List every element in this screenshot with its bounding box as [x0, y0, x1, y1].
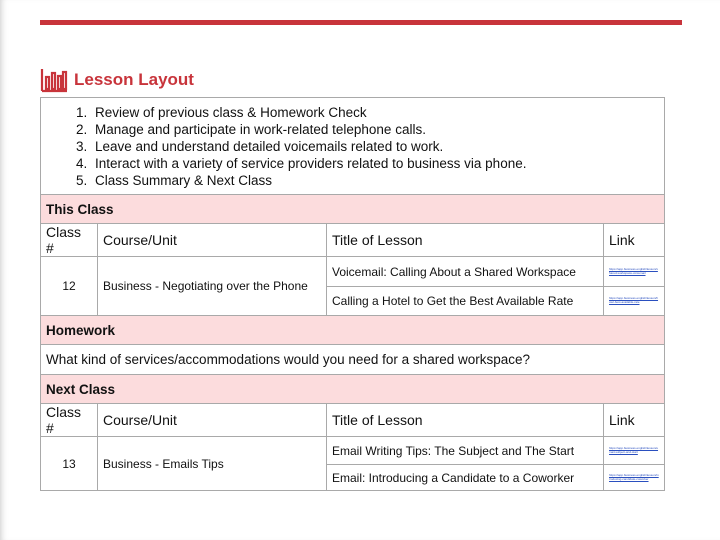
agenda-cell: [41, 98, 665, 195]
agenda-item: 1. Review of previous class & Homework Check: [91, 104, 659, 121]
col-header-title: Title of Lesson: [327, 224, 604, 257]
col-header-course: Course/Unit: [98, 404, 327, 437]
lesson-link[interactable]: https://app.business.english/lesson/email-subject-and-start: [604, 437, 665, 465]
lesson-title: Email: Introducing a Candidate to a Coworker: [327, 465, 604, 491]
class-number: 12: [41, 257, 98, 316]
lesson-table: [40, 97, 665, 491]
lesson-link[interactable]: https://app.business.english/lesson/hotel-best-available-rate: [604, 287, 665, 316]
col-header-class-num: Class #: [41, 224, 98, 257]
next-class-label: Next Class: [41, 375, 665, 404]
agenda-item: 5. Class Summary & Next Class: [91, 172, 659, 189]
course-unit: Business - Negotiating over the Phone: [98, 257, 327, 316]
agenda-item: 3. Leave and understand detailed voicemails related to work.: [91, 138, 659, 155]
lesson-title: Voicemail: Calling About a Shared Workspace: [327, 257, 604, 287]
homework-text: What kind of services/accommodations would you need for a shared workspace?: [41, 345, 665, 375]
col-header-link: Link: [604, 224, 665, 257]
agenda-item: 4. Interact with a variety of service providers related to business via phone.: [91, 155, 659, 172]
col-header-link: Link: [604, 404, 665, 437]
class-number: 13: [41, 437, 98, 491]
bar-chart-icon: [40, 67, 68, 93]
agenda-item: 2. Manage and participate in work-related telephone calls.: [91, 121, 659, 138]
lesson-link[interactable]: https://app.business.english/lesson/introducing-candidate-coworker: [604, 465, 665, 491]
col-header-course: Course/Unit: [98, 224, 327, 257]
this-class-label: This Class: [41, 195, 665, 224]
section-heading: [40, 66, 194, 94]
lesson-title: Email Writing Tips: The Subject and The Start: [327, 437, 604, 465]
lesson-link[interactable]: https://app.business.english/lesson/shared-workspace-voicemail: [604, 257, 665, 287]
agenda-list: [46, 104, 659, 189]
lesson-title: Calling a Hotel to Get the Best Available Rate: [327, 287, 604, 316]
course-unit: Business - Emails Tips: [98, 437, 327, 491]
homework-label: Homework: [41, 316, 665, 345]
col-header-title: Title of Lesson: [327, 404, 604, 437]
page-title: Lesson Layout: [74, 70, 194, 89]
top-accent-rule: [40, 20, 682, 25]
col-header-class-num: Class #: [41, 404, 98, 437]
